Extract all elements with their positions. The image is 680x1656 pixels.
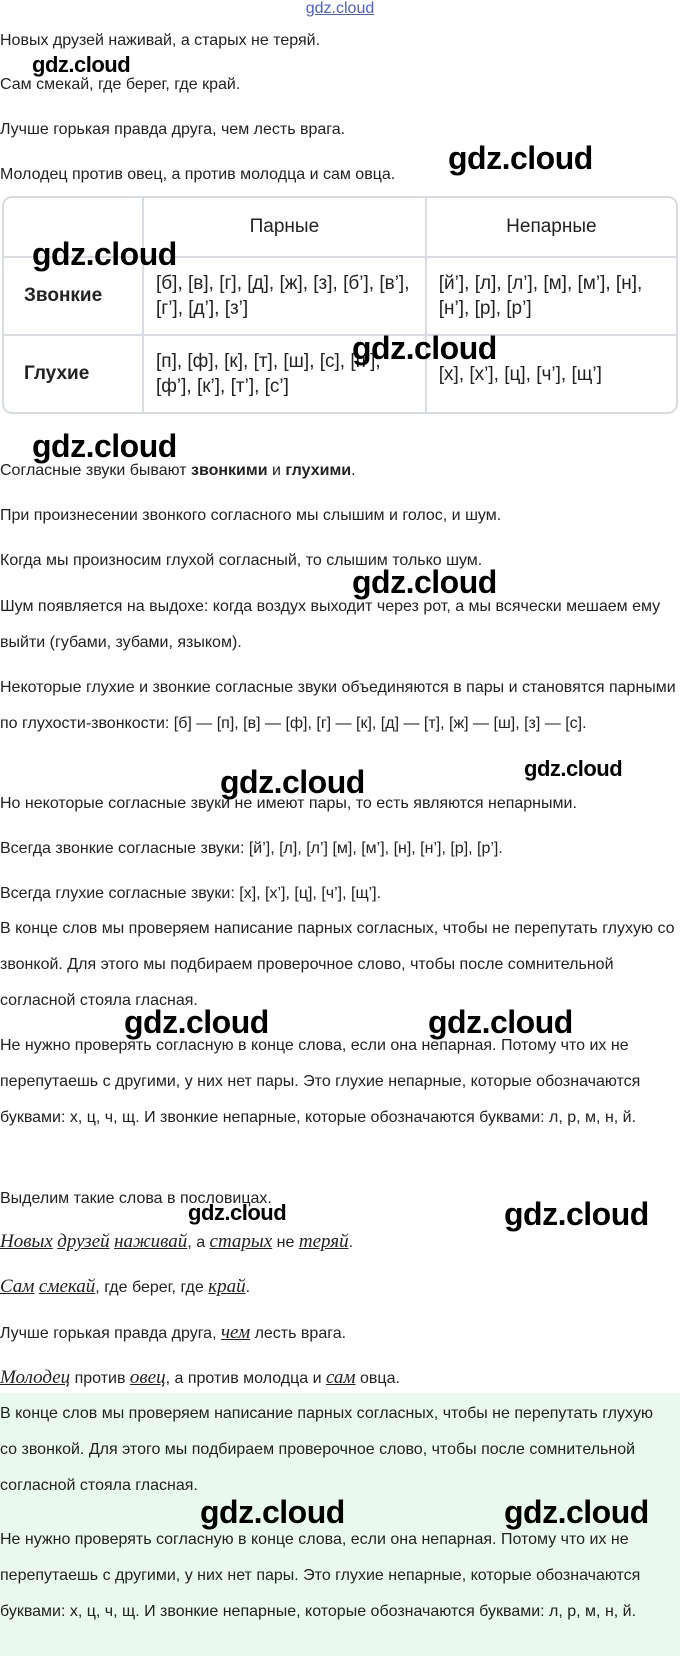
watermark: gdz.cloud <box>352 564 497 600</box>
theory-voiced-deaf: Согласные звуки бывают звонкими и глухими. <box>0 462 356 479</box>
watermark: gdz.cloud <box>188 1200 287 1225</box>
site-link[interactable]: gdz.cloud <box>305 0 375 17</box>
watermark: gdz.cloud <box>428 1004 573 1040</box>
watermark: gdz.cloud <box>124 1004 269 1040</box>
watermark: gdz.cloud <box>32 428 177 464</box>
watermark: gdz.cloud <box>352 330 497 366</box>
marked-proverb-4: Молодец против овец, а против молодца и сам овца. <box>0 1367 400 1388</box>
table-header-unpaired: Непарные <box>426 198 676 257</box>
table-cell: [б], [в], [г], [д], [ж], [з], [б’], [в’], [г’], [д’], [з’] <box>143 257 426 335</box>
theory-paragraph: Выделим такие слова в пословицах. <box>0 1190 272 1207</box>
watermark: gdz.cloud <box>504 1196 649 1232</box>
proverb-4: Молодец против овец, а против молодца и сам овца. <box>0 166 396 183</box>
watermark: gdz.cloud <box>448 140 593 176</box>
answer-paragraph: В конце слов мы проверяем написание парных согласных, чтобы не перепутать глухую со звонкой. Для этого мы подбираем проверочное слово, чтобы после сомнительной согласной стояла гласная. <box>0 1405 654 1494</box>
theory-paragraph: Всегда глухие согласные звуки: [х], [х’], [ц], [ч’], [щ’]. <box>0 885 382 902</box>
consonants-table <box>2 196 678 414</box>
watermark: gdz.cloud <box>524 756 623 781</box>
marked-proverb-3: Лучше горькая правда друга, чем лесть врага. <box>0 1322 347 1343</box>
marked-proverb-2: Сам смекай, где берег, где край. <box>0 1276 251 1297</box>
theory-paragraph: При произнесении звонкого согласного мы слышим и голос, и шум. <box>0 507 502 524</box>
table-cell: [п], [ф], [к], [т], [ш], [с], [п’], [ф’], [к’], [т’], [с’] <box>143 335 426 412</box>
answer-paragraph: Не нужно проверять согласную в конце слова, если она непарная. Потому что их не перепутаешь с другими, у них нет пары. Это глухие непарные, которые обозначаются буквами: х, ц, ч, щ. И звонкие непарные, которые обозначаются буквами: л, р, м, н, й. <box>0 1531 641 1620</box>
watermark: gdz.cloud <box>220 764 365 800</box>
theory-paragraph: Некоторые глухие и звонкие согласные звуки объединяются в пары и становятся парными по глухости-звонкости: [б] — [п], [в] — [ф], [г] — [к], [д] — [т], [ж] — [ш], [з] — [с]. <box>0 679 676 732</box>
theory-paragraph: Всегда звонкие согласные звуки: [й’], [л], [л’] [м], [м’], [н], [н’], [р], [р’]. <box>0 840 503 857</box>
watermark: gdz.cloud <box>200 1494 345 1530</box>
watermark: gdz.cloud <box>32 236 177 272</box>
table-cell: [х], [х’], [ц], [ч’], [щ’] <box>426 335 676 412</box>
theory-paragraph: Шум появляется на выдохе: когда воздух выходит через рот, а мы всячески мешаем ему выйти (губами, зубами, языком). <box>0 598 661 651</box>
table-row-label: Звонкие <box>4 257 143 335</box>
table-cell: [й’], [л], [л’], [м], [м’], [н], [н’], [р], [р’] <box>426 257 676 335</box>
watermark: gdz.cloud <box>504 1494 649 1530</box>
table-row-label: Глухие <box>4 335 143 412</box>
theory-paragraph: Не нужно проверять согласную в конце слова, если она непарная. Потому что их не перепутаешь с другими, у них нет пары. Это глухие непарные, которые обозначаются буквами: х, ц, ч, щ. И звонкие непарные, которые обозначаются буквами: л, р, м, н, й. <box>0 1037 641 1126</box>
watermark: gdz.cloud <box>32 52 131 77</box>
proverb-2: Сам смекай, где берег, где край. <box>0 76 241 93</box>
theory-paragraph: Но некоторые согласные звуки не имеют пары, то есть являются непарными. <box>0 795 577 812</box>
proverb-3: Лучше горькая правда друга, чем лесть врага. <box>0 121 346 138</box>
marked-proverb-1: Новых друзей наживай, а старых не теряй. <box>0 1231 354 1252</box>
table-header-paired: Парные <box>143 198 426 257</box>
theory-paragraph: В конце слов мы проверяем написание парных согласных, чтобы не перепутать глухую со звонкой. Для этого мы подбираем проверочное слово, чтобы после сомнительной согласной стояла гласная. <box>0 920 675 1009</box>
theory-paragraph: Когда мы произносим глухой согласный, то слышим только шум. <box>0 552 483 569</box>
proverb-1: Новых друзей наживай, а старых не теряй. <box>0 32 321 49</box>
